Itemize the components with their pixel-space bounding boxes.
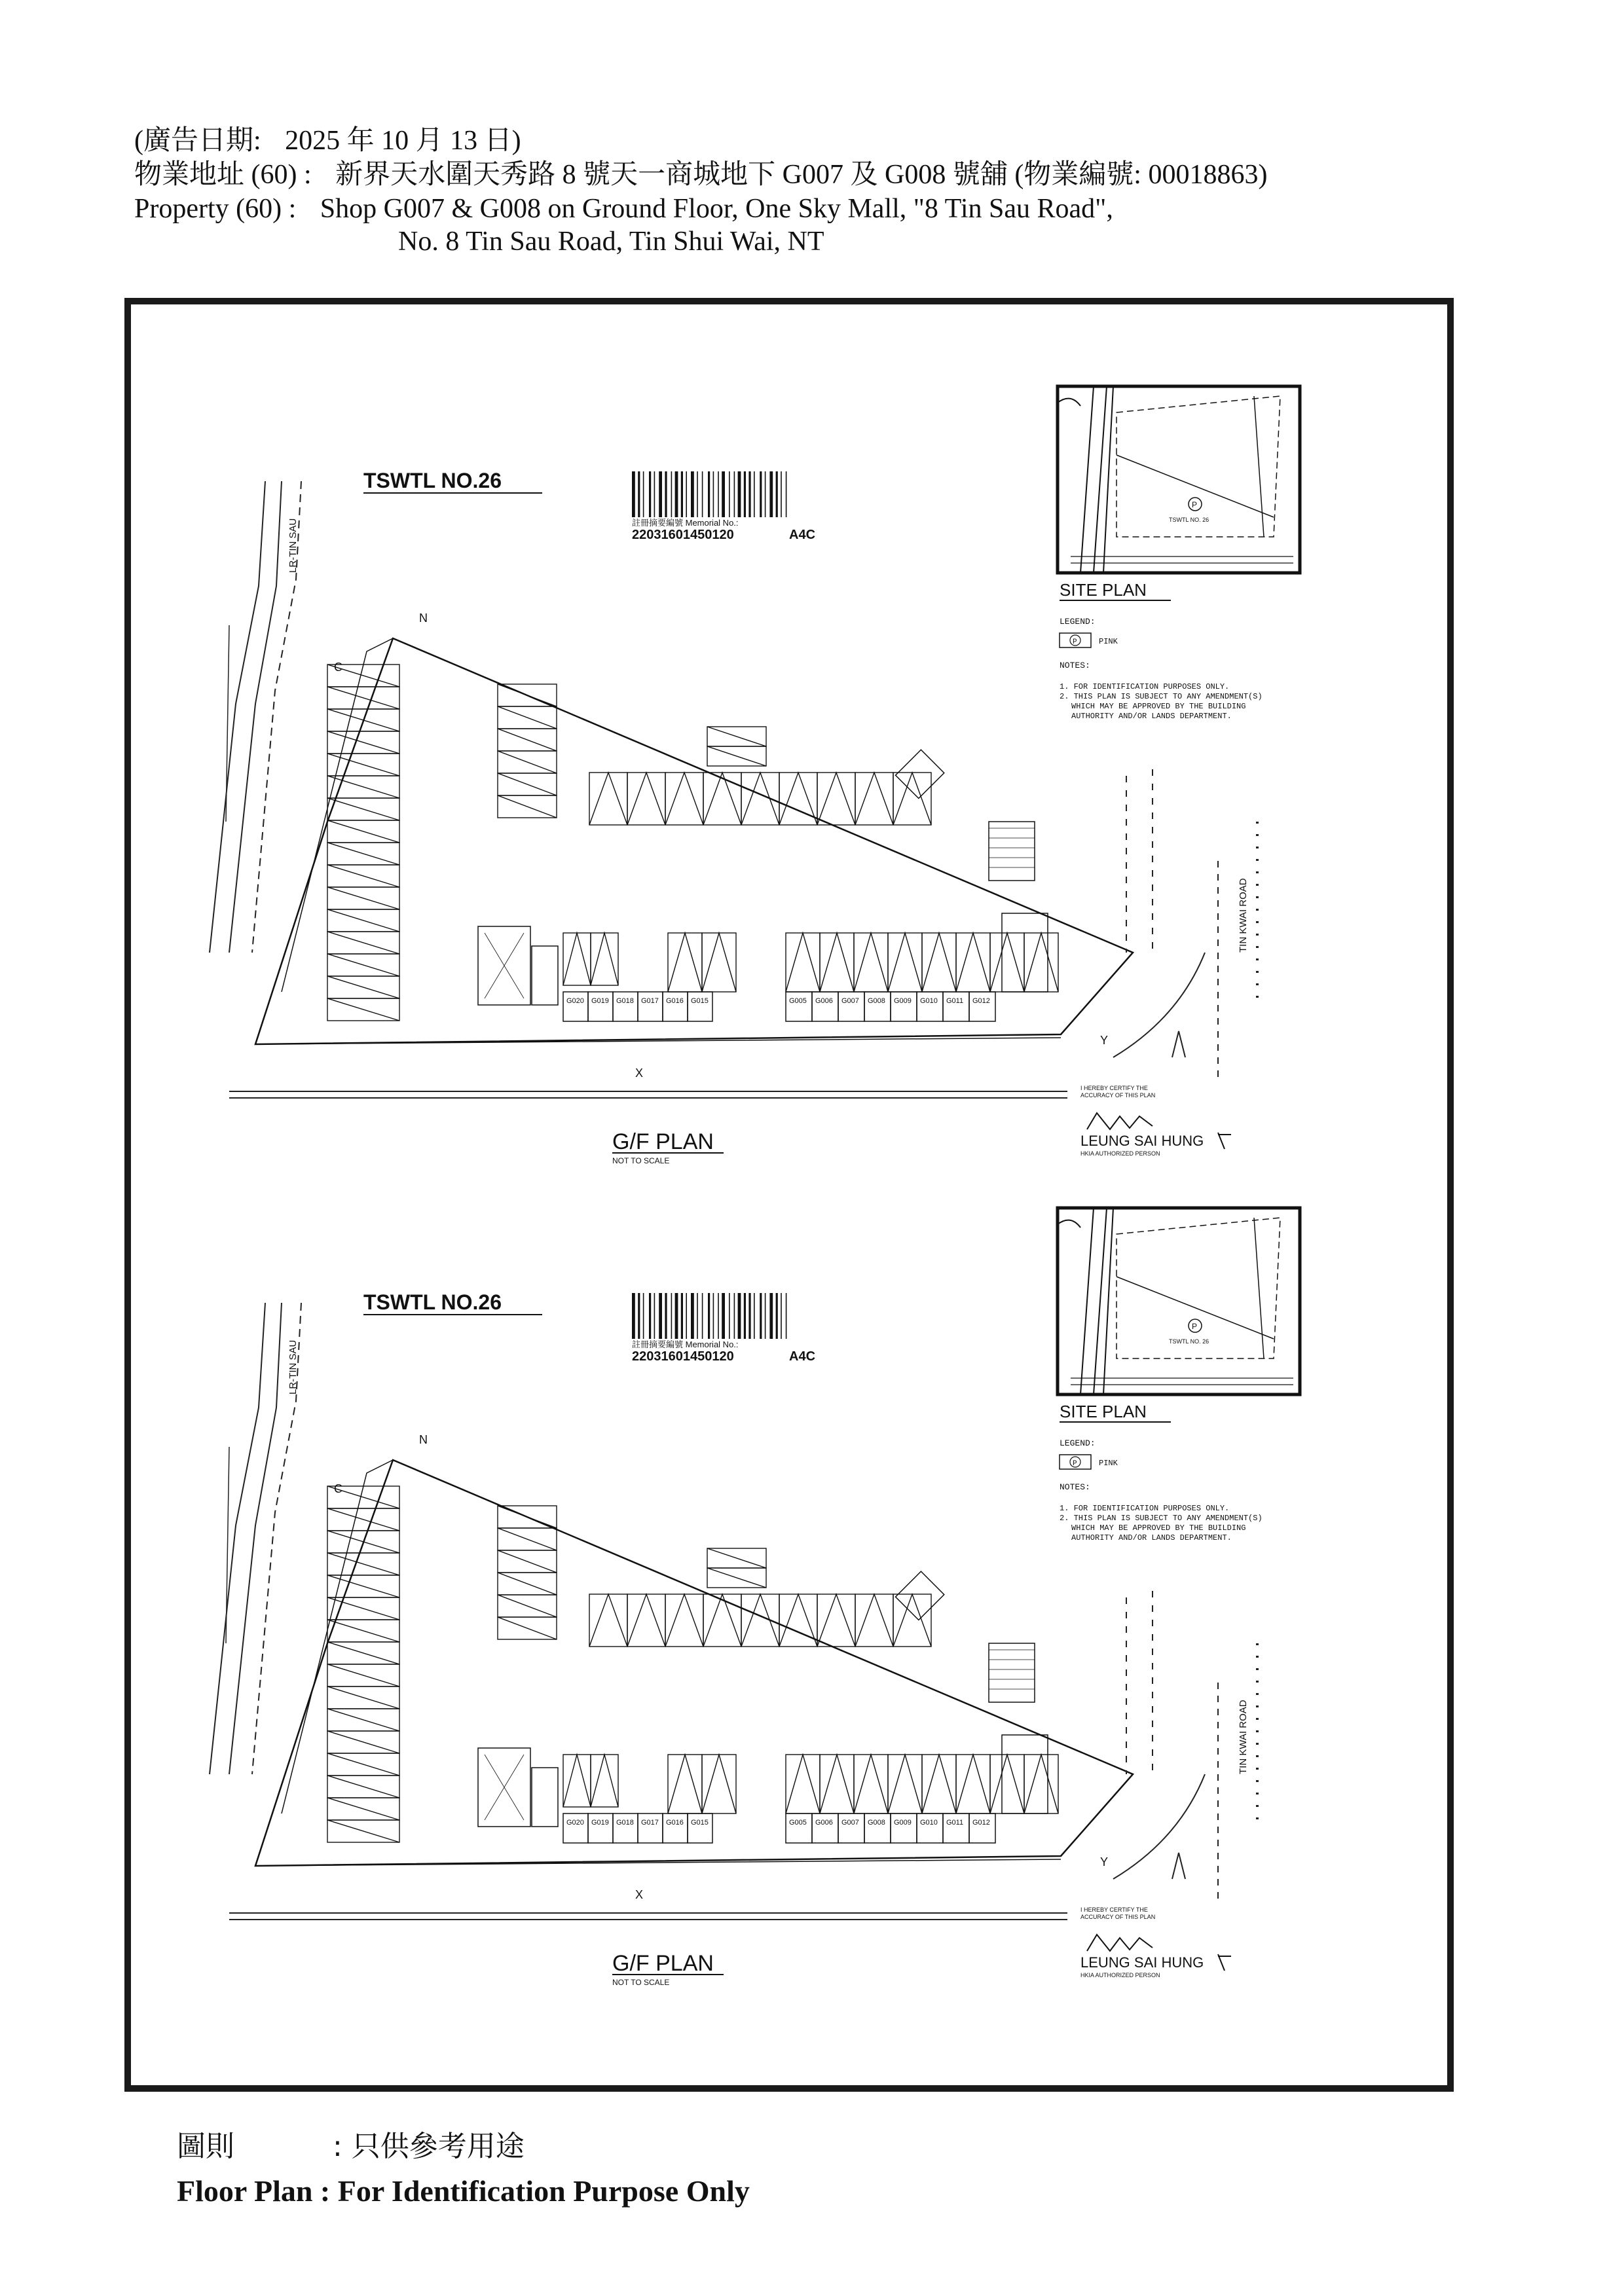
shop-unit-label: G009 — [894, 1819, 912, 1827]
shop-unit — [588, 1813, 613, 1843]
shop-unit-label: G008 — [868, 1819, 885, 1827]
shop-unit-label: G016 — [666, 1819, 684, 1827]
site-plan-inset — [1058, 386, 1300, 573]
marker-n: N — [419, 611, 428, 625]
shop-unit — [864, 992, 891, 1021]
shop-unit-label: G017 — [641, 1819, 659, 1827]
shop-unit-label: G012 — [972, 1819, 990, 1827]
footer-en-note: Floor Plan : For Identification Purpose Only — [177, 2174, 750, 2208]
site-lot-label: TSWTL NO. 26 — [1169, 517, 1209, 523]
shop-unit-label: G019 — [591, 1819, 609, 1827]
note-2b: WHICH MAY BE APPROVED BY THE BUILDING — [1071, 702, 1246, 711]
memorial-label: 註冊摘要編號 Memorial No.: — [632, 518, 739, 528]
note-2c: AUTHORITY AND/OR LANDS DEPARTMENT. — [1071, 1533, 1232, 1542]
shop-row-right — [786, 992, 995, 1021]
footer-zh-note — [177, 2123, 525, 2164]
document-code: A4C — [789, 1349, 816, 1364]
marker-y: Y — [1100, 1034, 1109, 1047]
site-plan-title: SITE PLAN — [1060, 580, 1147, 600]
footer-zh-label: 圖則 — [177, 2130, 234, 2163]
shop-unit — [638, 1813, 663, 1843]
notes-label: NOTES: — [1060, 1482, 1090, 1492]
lower-road — [229, 1091, 1067, 1098]
certify-line-1: I HEREBY CERTIFY THE — [1080, 1085, 1148, 1091]
barcode — [632, 471, 786, 517]
legend-color: PINK — [1099, 1459, 1118, 1468]
shop-unit — [638, 992, 663, 1021]
parking-bays-middle — [589, 1548, 931, 1647]
shop-unit-label: G016 — [666, 997, 684, 1005]
shop-unit — [943, 992, 969, 1021]
certify-line-2: ACCURACY OF THIS PLAN — [1080, 1092, 1156, 1099]
shop-unit — [688, 992, 712, 1021]
legend-symbol: P — [1073, 1460, 1077, 1468]
marker-c: C — [334, 1482, 342, 1495]
plan-subtitle: NOT TO SCALE — [612, 1978, 670, 1987]
note-2b: WHICH MAY BE APPROVED BY THE BUILDING — [1071, 1523, 1246, 1533]
left-road-label: LR-TIN SAU — [287, 518, 299, 573]
shop-unit — [663, 1813, 688, 1843]
shop-unit-label: G010 — [920, 1819, 938, 1827]
note-2a: 2. THIS PLAN IS SUBJECT TO ANY AMENDMENT(S) — [1060, 1514, 1263, 1523]
legend-label: LEGEND: — [1060, 617, 1096, 627]
property-en-line2: No. 8 Tin Sau Road, Tin Shui Wai, NT — [398, 227, 824, 257]
address-zh-label: 物業地址 (60) : — [134, 160, 312, 190]
shop-unit-label: G012 — [972, 997, 990, 1005]
shop-unit — [891, 992, 917, 1021]
shop-unit — [588, 992, 613, 1021]
shop-unit — [943, 1813, 969, 1843]
shop-unit-label: G019 — [591, 997, 609, 1005]
advert-date-value: 2025 年 10 月 13 日) — [285, 126, 521, 156]
plan-title: G/F PLAN — [612, 1129, 714, 1154]
notes-label: NOTES: — [1060, 661, 1090, 670]
memorial-number: 22031601450120 — [632, 1349, 734, 1364]
certify-line-1: I HEREBY CERTIFY THE — [1080, 1906, 1148, 1913]
barcode — [632, 1293, 786, 1339]
footer-zh-text: : 只供參考用途 — [333, 2130, 525, 2163]
floor-plan-panel-top — [131, 363, 1447, 1188]
parking-bays-lower — [563, 933, 1058, 992]
shop-unit — [812, 992, 838, 1021]
shop-unit — [838, 1813, 864, 1843]
signature — [1087, 1935, 1153, 1951]
advert-date-prefix: (廣告日期: — [134, 126, 261, 156]
shop-unit-label: G006 — [815, 997, 833, 1005]
shop-unit-label: G015 — [691, 997, 709, 1005]
shop-unit-label: G007 — [841, 997, 859, 1005]
advert-date-line — [134, 124, 521, 157]
site-plan-title: SITE PLAN — [1060, 1402, 1147, 1421]
marker-c: C — [334, 661, 342, 674]
shop-unit — [563, 1813, 588, 1843]
memorial-number: 22031601450120 — [632, 528, 734, 542]
shop-unit-label: G018 — [616, 1819, 634, 1827]
shop-unit-label: G020 — [566, 1819, 584, 1827]
svg-text:P: P — [1192, 500, 1198, 509]
marker-x: X — [635, 1066, 644, 1080]
right-road-label: TIN KWAI ROAD — [1238, 878, 1249, 953]
shop-unit — [688, 1813, 712, 1843]
shop-unit-label: G007 — [841, 1819, 859, 1827]
property-en-value: Shop G007 & G008 on Ground Floor, One Sky Mall, "8 Tin Sau Road", — [320, 194, 1113, 224]
marker-y: Y — [1100, 1855, 1109, 1868]
parking-bays-lower — [563, 1755, 1058, 1813]
shop-unit — [613, 992, 638, 1021]
shop-unit — [891, 1813, 917, 1843]
shop-unit — [864, 1813, 891, 1843]
shop-unit — [613, 1813, 638, 1843]
legend-symbol: P — [1073, 638, 1077, 646]
shop-unit — [563, 992, 588, 1021]
plan-drawing — [131, 363, 1447, 1188]
right-road — [1113, 769, 1257, 1084]
shop-unit-label: G020 — [566, 997, 584, 1005]
shop-unit-label: G009 — [894, 997, 912, 1005]
plan-subtitle: NOT TO SCALE — [612, 1156, 670, 1165]
ground-floor-plan — [255, 638, 1133, 1044]
shop-unit — [838, 992, 864, 1021]
signer-name: LEUNG SAI HUNG — [1080, 1133, 1204, 1149]
address-zh-line — [134, 158, 1267, 191]
parking-bays-left — [327, 1486, 557, 1842]
signer-role: HKIA AUTHORIZED PERSON — [1080, 1150, 1160, 1157]
parking-bays-middle — [589, 727, 931, 825]
shop-unit — [786, 992, 812, 1021]
note-1: 1. FOR IDENTIFICATION PURPOSES ONLY. — [1060, 1504, 1230, 1513]
address-zh-value: 新界天水圍天秀路 8 號天一商城地下 G007 及 G008 號舖 (物業編號: 00018863) — [335, 160, 1268, 190]
certify-line-2: ACCURACY OF THIS PLAN — [1080, 1914, 1156, 1920]
floor-plan-frame — [124, 298, 1454, 2092]
shop-unit-label: G008 — [868, 997, 885, 1005]
shop-unit-label: G005 — [789, 997, 807, 1005]
shop-unit-label: G015 — [691, 1819, 709, 1827]
right-road-label: TIN KWAI ROAD — [1238, 1700, 1249, 1774]
shop-unit-label: G006 — [815, 1819, 833, 1827]
parking-bays-left — [327, 665, 557, 1021]
shop-row-left — [563, 992, 712, 1021]
left-road-label: LR-TIN SAU — [287, 1339, 299, 1394]
shop-unit — [786, 1813, 812, 1843]
shop-unit-label: G005 — [789, 1819, 807, 1827]
shop-unit — [917, 992, 943, 1021]
plan-drawing — [131, 1185, 1447, 2010]
document-code: A4C — [789, 528, 816, 542]
shop-row-left — [563, 1813, 712, 1843]
site-plan-inset — [1058, 1208, 1300, 1394]
plan-title: G/F PLAN — [612, 1951, 714, 1976]
shop-unit — [917, 1813, 943, 1843]
shop-row-right — [786, 1813, 995, 1843]
signature — [1087, 1113, 1153, 1129]
shop-unit-label: G017 — [641, 997, 659, 1005]
signer-name: LEUNG SAI HUNG — [1080, 1954, 1204, 1971]
property-en-label: Property (60) : — [134, 194, 297, 224]
site-lot-label: TSWTL NO. 26 — [1169, 1338, 1209, 1345]
note-2a: 2. THIS PLAN IS SUBJECT TO ANY AMENDMENT(S) — [1060, 692, 1263, 701]
legend-color: PINK — [1099, 637, 1118, 646]
shop-unit-label: G010 — [920, 997, 938, 1005]
shop-unit-label: G011 — [946, 1819, 964, 1827]
shop-unit — [969, 992, 995, 1021]
shop-unit — [812, 1813, 838, 1843]
marker-n: N — [419, 1433, 428, 1446]
shop-unit — [969, 1813, 995, 1843]
property-en-line — [134, 192, 1113, 225]
right-road — [1113, 1591, 1257, 1905]
marker-x: X — [635, 1888, 644, 1901]
lot-title: TSWTL NO.26 — [363, 469, 502, 492]
shop-unit-label: G018 — [616, 997, 634, 1005]
lower-road — [229, 1913, 1067, 1920]
note-1: 1. FOR IDENTIFICATION PURPOSES ONLY. — [1060, 682, 1230, 691]
ground-floor-plan — [255, 1460, 1133, 1866]
svg-text:P: P — [1192, 1322, 1198, 1331]
shop-unit-label: G011 — [946, 997, 964, 1005]
floor-plan-panel-bottom — [131, 1185, 1447, 2010]
signer-role: HKIA AUTHORIZED PERSON — [1080, 1972, 1160, 1978]
lot-title: TSWTL NO.26 — [363, 1290, 502, 1314]
shop-unit — [663, 992, 688, 1021]
note-2c: AUTHORITY AND/OR LANDS DEPARTMENT. — [1071, 712, 1232, 721]
memorial-label: 註冊摘要編號 Memorial No.: — [632, 1339, 739, 1349]
legend-label: LEGEND: — [1060, 1438, 1096, 1448]
